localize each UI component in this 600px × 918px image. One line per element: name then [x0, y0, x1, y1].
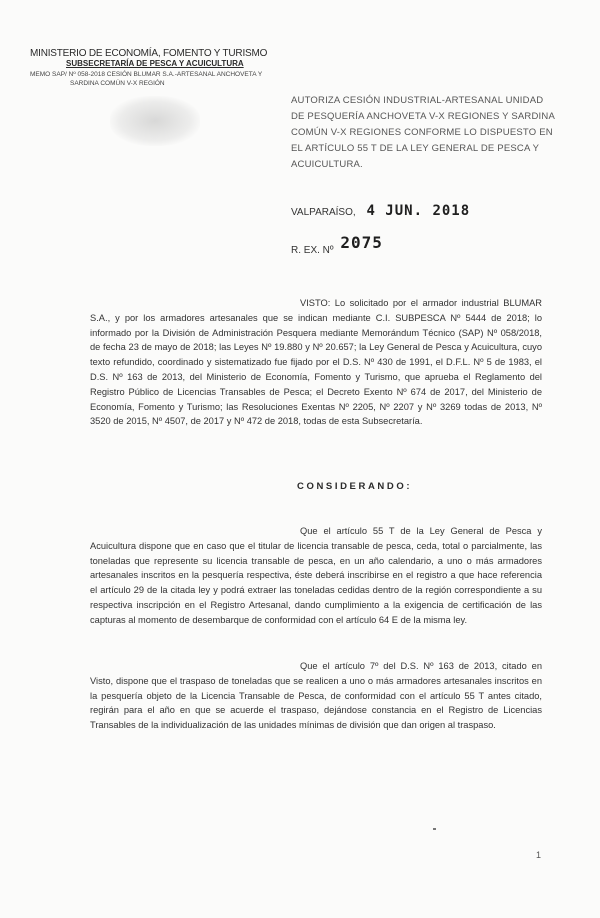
letterhead [30, 48, 270, 88]
date-line [291, 203, 470, 219]
faded-stamp [110, 96, 200, 146]
considerando-paragraph-1: Que el artículo 55 T de la Ley General de Pesca y Acuicultura dispone que en caso que el titular de licencia transable de pesca, ceda, total o parcialmente, las toneladas que represente su licencia transable de pesca, en un año calendario, a uno o más armadores artesanales inscritos en la pesquería respectiva, éste deberá inscribirse en el registro a que hace referencia el artículo 29 de la citada ley y podrá extraer las toneladas cedidas dentro de la región correspondiente a su respectiva inscripción en el Registro Artesanal, dando cumplimiento a la exigencia de certificación de las capturas al momento de desembarque de conformidad con el artículo 64 E de la misma ley. [90, 526, 542, 625]
visto-paragraph: VISTO: Lo solicitado por el armador industrial BLUMAR S.A., y por los armadores artesanales que se indican mediante C.I. SUBPESCA Nº 5444 de 2018; lo informado por la División de Administración Pesquera mediante Memorándum Técnico (SAP) Nº 058/2018, de fecha 23 de mayo de 2018; las Leyes Nº 19.880 y Nº 20.657; la Ley General de Pesca y Acuicultura, cuyo texto refundido, coordinado y sistematizado fue fijado por el D.S. Nº 430 de 1991, el D.F.L. Nº 5 de 1983, el D.S. Nº 163 de 2013, del Ministerio de Economía, Fomento y Turismo, que aprueba el Reglamento del Registro Público de Licencias Transables de Pesca; el Decreto Exento Nº 674 de 2017, del Ministerio de Economía, Fomento y Turismo; las Resoluciones Exentas Nº 2205, Nº 2207 y Nº 3269 todas de 2013, Nº 3520 de 2015, Nº 4507, de 2017 y Nº 472 de 2018, todas de esta Subsecretaría. [90, 298, 542, 427]
resolution-subject: AUTORIZA CESIÓN INDUSTRIAL-ARTESANAL UNIDAD DE PESQUERÍA ANCHOVETA V-X REGIONES Y SARDINA COMÚN V-X REGIONES CONFORME LO DISPUESTO EN EL ARTÍCULO 55 T DE LA LEY GENERAL DE PESCA Y ACUICULTURA. [291, 95, 555, 170]
memo-line-2: SARDINA COMÚN V-X REGIÓN [70, 80, 165, 87]
considerando-paragraph-2: Que el artículo 7º del D.S. Nº 163 de 2013, citado en Visto, dispone que el traspaso de toneladas que se realicen a uno o más armadores artesanales inscritos en la pesquería objeto de la Licencia Transable de Pesca, de conformidad con el artículo 55 T antes citado, regirán para el año en que se acuerde el traspaso, dejándose constancia en el Registro de Licencias Transables de la individualización de las unidades mínimas de división que dan origen al traspaso. [90, 661, 542, 731]
considerando-heading: CONSIDERANDO: [297, 481, 413, 492]
page-number: 1 [536, 850, 542, 860]
resolution-number: 2075 [340, 233, 383, 252]
ministry-name: MINISTERIO DE ECONOMÍA, FOMENTO Y TURISMO [30, 48, 268, 59]
scan-speck [433, 828, 436, 830]
memo-line-1: MEMO SAP/ Nº 058-2018 CESIÓN BLUMAR S.A.-ARTESANAL ANCHOVETA Y [30, 71, 263, 78]
resolution-number-line [291, 233, 383, 257]
resolution-label: R. EX. Nº [291, 245, 334, 256]
memo-reference [30, 70, 270, 88]
subsecretaria-name: SUBSECRETARÍA DE PESCA Y ACUICULTURA [66, 59, 244, 68]
date-place: VALPARAÍSO, [291, 207, 356, 218]
date-value: 4 JUN. 2018 [366, 203, 471, 219]
